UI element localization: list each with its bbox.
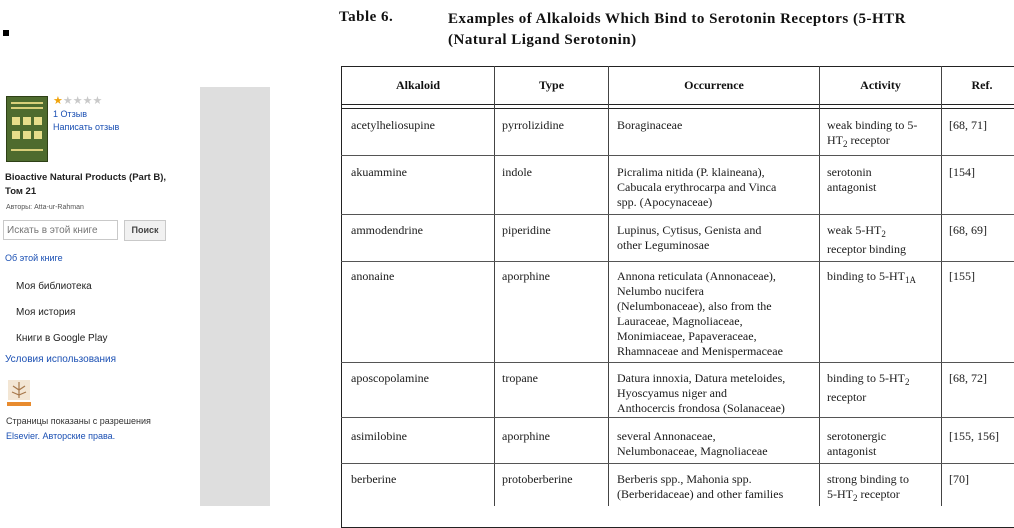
cell-occurrence [617,472,783,502]
header-divider [341,104,1014,105]
occurrence-line: Nelumbonaceae, Magnoliaceae [617,444,768,458]
activity-line: strong binding to [827,472,910,486]
activity-text: binding to 5-HT [827,269,905,283]
cell-type: aporphine [502,269,550,283]
activity-line: antagonist [827,444,877,458]
cell-activity [827,118,917,152]
cell-alkaloid: anonaine [351,269,395,283]
write-review-link[interactable]: Написать отзыв [53,122,120,132]
cell-alkaloid: berberine [351,472,397,486]
activity-subscript: 2 [905,377,910,387]
star-empty-icon: ★ [62,95,73,107]
table-number: Table 6. [339,9,394,25]
cell-type: aporphine [502,429,550,443]
cell-type: piperidine [502,223,551,237]
row-divider [341,214,1014,215]
cell-activity [827,371,910,405]
occurrence-line: (Nelumbonaceae), also from the [617,299,772,313]
row-divider [341,155,1014,156]
column-divider [494,66,495,506]
header-ref: Ref. [971,78,993,92]
header-occurrence: Occurrence [684,78,744,92]
cell-alkaloid: asimilobine [351,429,407,443]
occurrence-line: spp. (Apocynaceae) [617,195,713,209]
activity-text: receptor [857,487,900,501]
activity-subscript: 1A [905,275,916,285]
occurrence-line: Lauraceae, Magnoliaceae, [617,314,743,328]
activity-line [827,133,917,152]
column-divider [819,66,820,506]
viewer-side-panel [200,87,270,506]
book-cover-thumbnail[interactable] [6,96,48,162]
cell-ref: [68, 71] [949,118,987,132]
cell-alkaloid: akuammine [351,165,407,179]
cell-type: indole [502,165,532,179]
activity-text: receptor [847,133,890,147]
terms-of-use-link[interactable]: Условия использования [5,354,116,365]
activity-line: receptor binding [827,242,906,256]
book-title: Bioactive Natural Products (Part B), Том 21 [5,172,167,197]
occurrence-line: Anthocercis frondosa (Solanaceae) [617,401,785,415]
activity-line [827,371,910,390]
occurrence-line: Monimiaceae, Papaveraceae, [617,329,757,343]
table-title [448,9,906,51]
cell-activity [827,429,886,459]
table-title-line1: Examples of Alkaloids Which Bind to Serotonin Receptors (5-HTR [448,11,906,27]
row-divider [341,463,1014,464]
activity-subscript: 2 [881,229,886,239]
cell-occurrence [617,269,783,359]
cell-ref: [155, 156] [949,429,999,443]
header-activity: Activity [860,78,901,92]
book-author: Авторы: Atta-ur-Rahman [6,204,84,211]
sidebar [0,0,200,506]
cell-activity [827,223,906,257]
activity-line: serotonergic [827,429,887,443]
activity-subscript: 2 [843,139,848,149]
header-type: Type [538,78,565,92]
occurrence-line: Cabucala erythrocarpa and Vinca [617,180,777,194]
cell-occurrence [617,371,785,416]
cell-occurrence [617,118,682,133]
activity-line: serotonin [827,165,872,179]
table-title-line2: (Natural Ligand Serotonin) [448,32,637,48]
occurrence-line: Datura innoxia, Datura meteloides, [617,371,786,385]
cell-alkaloid: acetylheliosupine [351,118,435,132]
occurrence-line: other Leguminosae [617,238,710,252]
occurrence-line: Rhamnaceae and Menispermaceae [617,344,783,358]
activity-line: receptor [827,390,867,404]
row-divider [341,417,1014,418]
occurrence-line: Nelumbo nucifera [617,284,704,298]
copyright-link[interactable]: Elsevier. Авторские права. [6,431,116,441]
activity-text: binding to 5-HT [827,371,905,385]
star-filled-icon: ★ [53,95,63,107]
occurrence-line: Boraginaceae [617,118,683,132]
star-empty-icon: ★ [82,95,93,107]
cell-ref: [68, 72] [949,371,987,385]
cell-occurrence [617,429,768,459]
rating-stars[interactable] [53,94,102,107]
nav-my-history[interactable]: Моя история [16,307,76,318]
occurrence-line: Hyoscyamus niger and [617,386,727,400]
occurrence-line: several Annonaceae, [617,429,716,443]
cell-alkaloid: ammodendrine [351,223,423,237]
occurrence-line: Lupinus, Cytisus, Genista and [617,223,762,237]
cell-alkaloid: aposcopolamine [351,371,429,385]
cell-activity [827,165,876,195]
star-empty-icon: ★ [72,95,83,107]
cell-type: pyrrolizidine [502,118,564,132]
occurrence-line: Berberis spp., Mahonia spp. [617,472,752,486]
activity-line [827,487,909,506]
cell-occurrence [617,223,761,253]
about-book-link[interactable]: Об этой книге [5,253,63,263]
cell-ref: [70] [949,472,969,486]
star-empty-icon: ★ [92,95,103,107]
occurrence-line: Picralima nitida (P. klaineana), [617,165,765,179]
row-divider [341,261,1014,262]
cell-occurrence [617,165,776,210]
activity-text: 5-HT [827,487,853,501]
column-divider [608,66,609,506]
row-divider [341,362,1014,363]
activity-subscript: 2 [853,493,858,503]
occurrence-line: (Berberidaceae) and other families [617,487,784,501]
cell-activity [827,269,916,288]
elsevier-logo-icon[interactable] [6,378,32,408]
cell-ref: [68, 69] [949,223,987,237]
permission-text: Страницы показаны с разрешения [6,416,151,426]
occurrence-line: Annona reticulata (Annonaceae), [617,269,776,283]
activity-line: antagonist [827,180,877,194]
header-alkaloid: Alkaloid [395,78,440,92]
cell-ref: [154] [949,165,975,179]
nav-my-library[interactable]: Моя библиотека [16,281,92,292]
book-page [330,0,1014,506]
cell-type: tropane [502,371,538,385]
activity-text: weak 5-HT [827,223,882,237]
search-in-book-input[interactable] [3,220,118,240]
header-divider-double [341,108,1014,109]
activity-text: HT [827,133,843,147]
cell-activity [827,472,909,506]
cell-ref: [155] [949,269,975,283]
cell-type: protoberberine [502,472,573,486]
activity-line [827,223,906,242]
nav-google-play-books[interactable]: Книги в Google Play [16,333,108,344]
search-button[interactable]: Поиск [124,220,166,241]
column-divider [941,66,942,506]
activity-line [827,269,916,288]
reviews-link[interactable]: 1 Отзыв [53,109,88,119]
activity-line: weak binding to 5- [827,118,918,132]
